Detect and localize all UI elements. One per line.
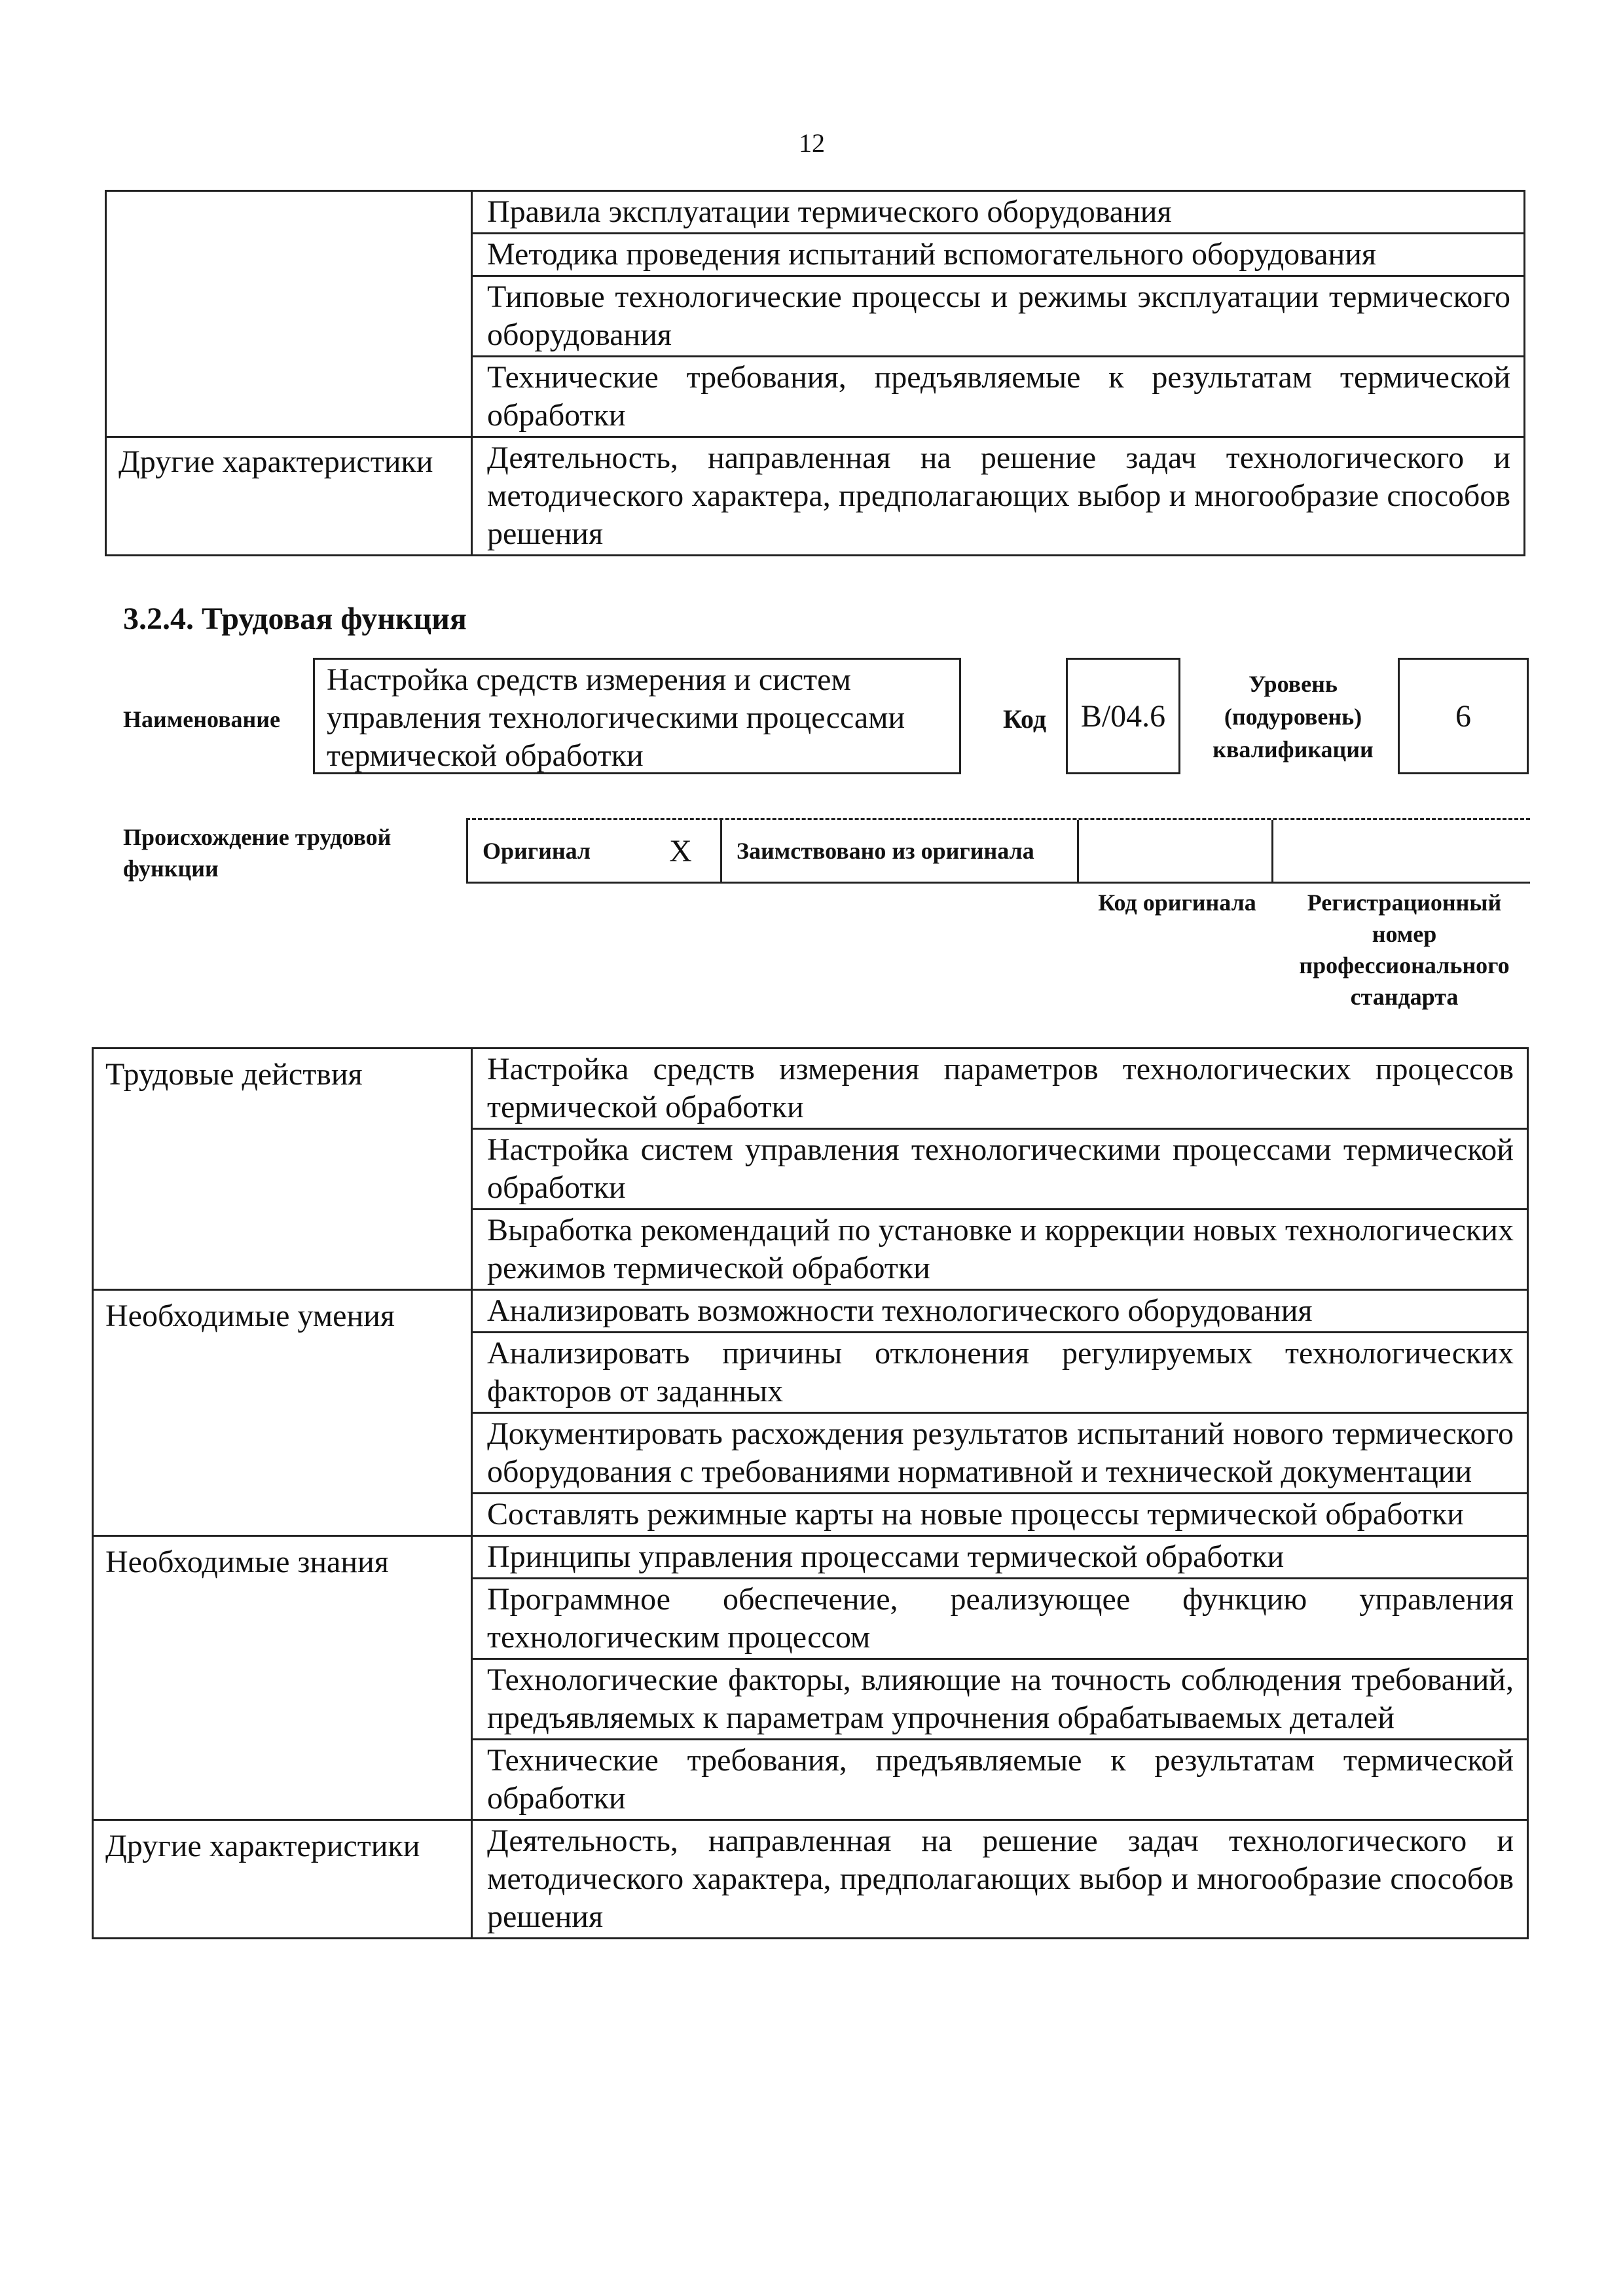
table-cell: Правила эксплуатации термического оборудования <box>472 191 1525 234</box>
table-row <box>106 437 1525 556</box>
row-label: Необходимые умения <box>93 1290 472 1536</box>
table-cell: Деятельность, направленная на решение задач технологического и методического характера, предполагающих выбор и многообразие способов решения <box>472 1820 1528 1939</box>
row-label: Необходимые знания <box>93 1536 472 1820</box>
table-cell: Анализировать возможности технологического оборудования <box>472 1290 1528 1333</box>
table-row <box>106 191 1525 234</box>
labor-function-table <box>92 1047 1529 1939</box>
table-row <box>93 1820 1528 1939</box>
code-box <box>1066 658 1180 774</box>
origin-label: Происхождение трудовой функции <box>123 824 392 882</box>
table-cell: Настройка средств измерения параметров технологических процессов термической обработки <box>472 1049 1528 1129</box>
code-value: B/04.6 <box>1080 698 1166 734</box>
table-row <box>93 1536 1528 1579</box>
level-box <box>1398 658 1529 774</box>
table-row <box>93 1290 1528 1333</box>
origin-borrowed-cell <box>720 820 1077 882</box>
table-cell: Технические требования, предъявляемые к результатам термической обработки <box>472 357 1525 437</box>
origin-original-cell <box>466 820 720 882</box>
table-cell: Принципы управления процессами термической обработки <box>472 1536 1528 1579</box>
origin-borrowed: Заимствовано из оригинала <box>737 838 1034 864</box>
table-cell: Составлять режимные карты на новые процессы термической обработки <box>472 1494 1528 1536</box>
section-title: 3.2.4. Трудовая функция <box>123 601 467 636</box>
table-cell: Технические требования, предъявляемые к результатам термической обработки <box>472 1740 1528 1820</box>
origin-reg-caption: Регистрационный номер профессионального стандарта <box>1299 889 1510 1010</box>
name-label: Наименование <box>123 706 280 732</box>
table-cell: Программное обеспечение, реализующее функцию управления технологическим процессом <box>472 1579 1528 1659</box>
table-cell: Деятельность, направленная на решение задач технологического и методического характера, предполагающих выбор и многообразие способов решения <box>472 437 1525 556</box>
origin-row <box>466 818 1530 884</box>
page-number: 12 <box>799 128 825 158</box>
origin-original: Оригинал <box>483 838 591 864</box>
requirements-table-continued <box>105 190 1525 556</box>
code-label: Код <box>1003 704 1047 734</box>
table-cell: Настройка систем управления технологическими процессами термической обработки <box>472 1129 1528 1210</box>
table-cell: Методика проведения испытаний вспомогательного оборудования <box>472 234 1525 276</box>
origin-code-cell <box>1077 820 1273 882</box>
function-name-box <box>313 658 961 774</box>
row-label: Трудовые действия <box>93 1049 472 1290</box>
level-label: Уровень (подуровень) квалификации <box>1213 671 1374 762</box>
table-cell: Типовые технологические процессы и режимы эксплуатации термического оборудования <box>472 276 1525 357</box>
table-cell: Выработка рекомендаций по установке и коррекции новых технологических режимов термической обработки <box>472 1210 1528 1290</box>
row-label: Другие характеристики <box>93 1820 472 1939</box>
table-cell: Документировать расхождения результатов испытаний нового термического оборудования с требованиями нормативной и технической документации <box>472 1413 1528 1494</box>
function-name: Настройка средств измерения и систем управления технологическими процессами термической обработки <box>327 662 905 773</box>
table-row <box>93 1049 1528 1129</box>
row-label <box>106 191 472 437</box>
level-value: 6 <box>1455 698 1471 734</box>
row-label: Другие характеристики <box>106 437 472 556</box>
origin-code-caption: Код оригинала <box>1098 889 1256 916</box>
table-cell: Технологические факторы, влияющие на точность соблюдения требований, предъявляемых к параметрам упрочнения обрабатываемых деталей <box>472 1659 1528 1740</box>
origin-mark: X <box>669 833 692 869</box>
table-cell: Анализировать причины отклонения регулируемых технологических факторов от заданных <box>472 1333 1528 1413</box>
